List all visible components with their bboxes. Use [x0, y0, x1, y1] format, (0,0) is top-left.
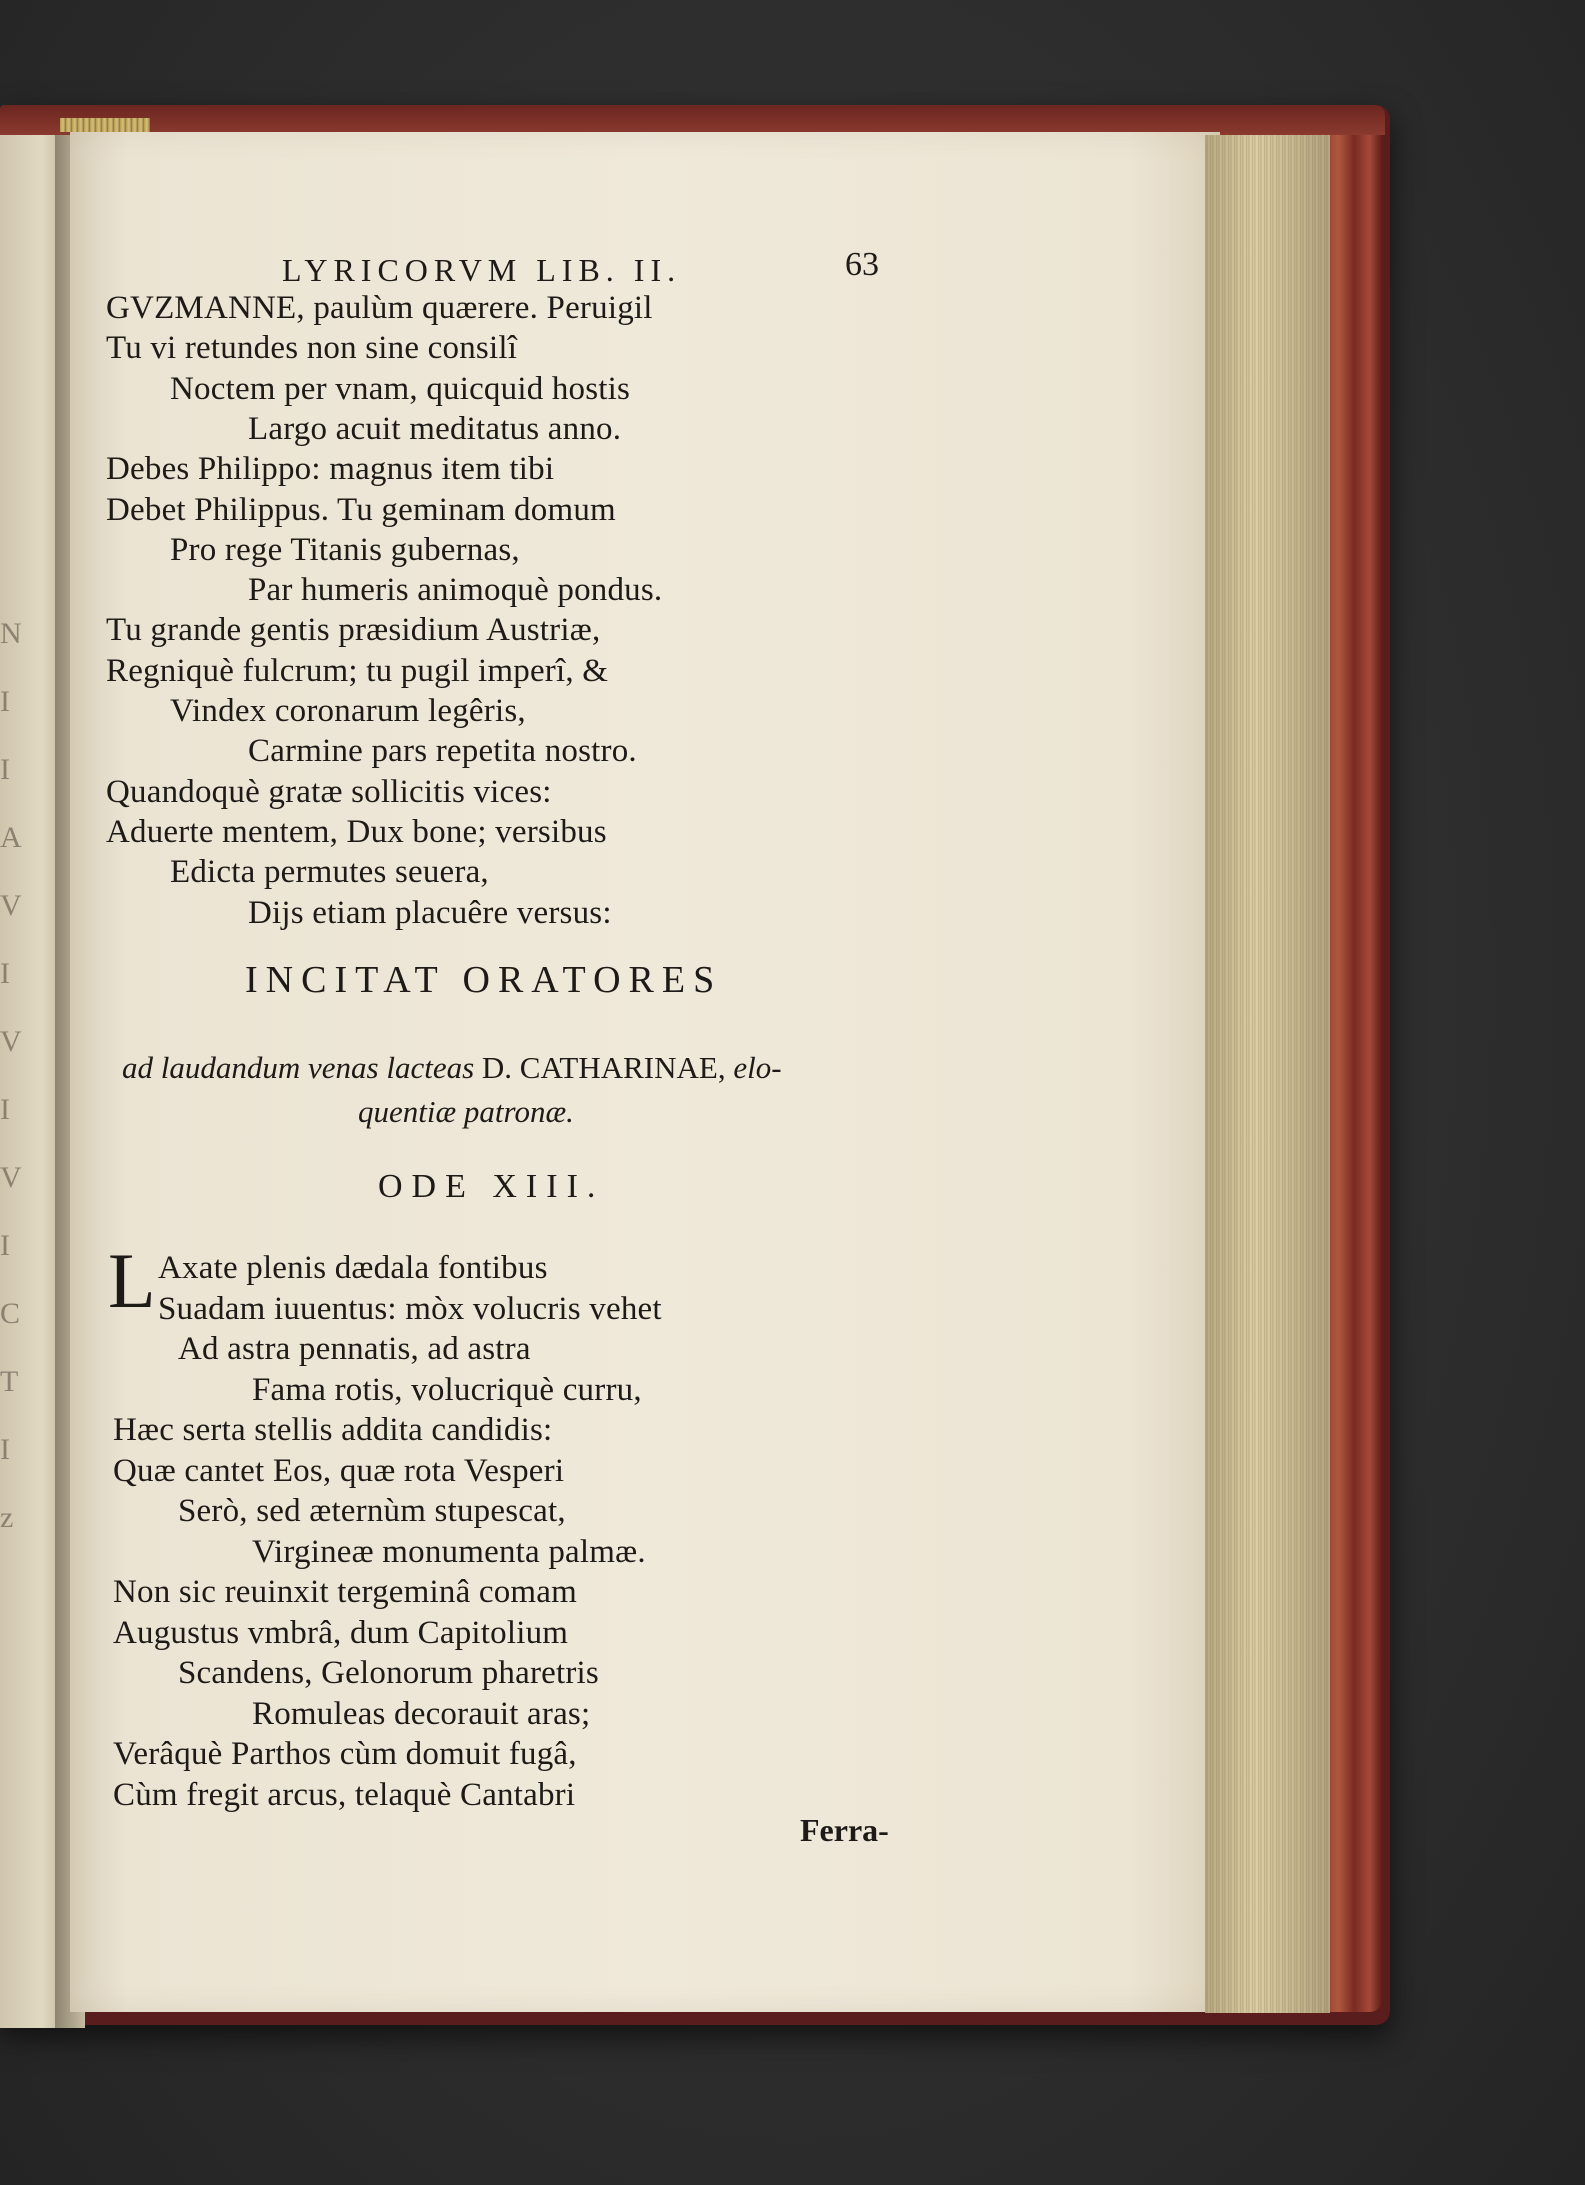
- drop-cap: L: [108, 1237, 156, 1324]
- poem-line: Debet Philippus. Tu geminam domum: [106, 491, 616, 528]
- running-title: LYRICORVM LIB. II.: [282, 252, 682, 288]
- poem-line: Hæc serta stellis addita candidis:: [113, 1412, 553, 1448]
- catchword: Ferra-: [800, 1812, 889, 1848]
- poem-line: Noctem per vnam, quicquid hostis: [170, 370, 631, 407]
- poem-line: Carmine pars repetita nostro.: [248, 733, 637, 770]
- poem-line: Verâquè Parthos cùm domuit fugâ,: [113, 1736, 577, 1772]
- poem-line: Quæ cantet Eos, quæ rota Vesperi: [113, 1452, 565, 1489]
- top-binding: [0, 105, 1385, 135]
- poem-line: Suadam iuuentus: mòx volucris vehet: [158, 1290, 662, 1327]
- page-number: 63: [845, 246, 879, 283]
- poem-line: Vindex coronarum legêris,: [170, 693, 526, 729]
- poem-subtitle: [122, 1050, 782, 1086]
- ode-heading: ODE XIII.: [378, 1168, 605, 1205]
- subtitle-part-a: ad laudandum venas lacteas: [122, 1050, 475, 1085]
- poem-line: Serò, sed æternùm stupescat,: [178, 1493, 566, 1529]
- poem-line: Scandens, Gelonorum pharetris: [178, 1655, 599, 1691]
- poem-line: Cùm fregit arcus, telaquè Cantabri: [113, 1776, 576, 1813]
- page-block-shadow: [1205, 135, 1330, 2013]
- poem-line: Par humeris animoquè pondus.: [248, 572, 663, 609]
- poem-line: Augustus vmbrâ, dum Capitolium: [113, 1614, 569, 1651]
- poem-line: Tu vi retundes non sine consilî: [106, 330, 518, 367]
- poem-line: Regniquè fulcrum; tu pugil imperî, &: [106, 652, 609, 689]
- poem-line: Ad astra pennatis, ad astra: [178, 1331, 531, 1367]
- poem-title: INCITAT ORATORES: [245, 959, 723, 1001]
- headband: [60, 118, 150, 132]
- poem-line: Tu grande gentis præsidium Austriæ,: [106, 612, 601, 649]
- poem-line: Fama rotis, volucriquè curru,: [252, 1371, 642, 1408]
- poem-line: Romuleas decorauit aras;: [252, 1695, 591, 1732]
- poem-subtitle-line-two: quentiæ patronæ.: [358, 1094, 574, 1129]
- subtitle-part-c: elo-: [733, 1050, 782, 1085]
- poem-line: Virgineæ monumenta palmæ.: [252, 1533, 646, 1570]
- poem-line: Dijs etiam placuêre versus:: [248, 894, 612, 931]
- poem-line: Aduerte mentem, Dux bone; versibus: [106, 813, 607, 850]
- poem-line: Non sic reuinxit tergeminâ comam: [113, 1574, 578, 1610]
- poem-line: GVZMANNE, paulùm quærere. Peruigil: [106, 290, 653, 326]
- poem-line: Edicta permutes seuera,: [170, 854, 489, 891]
- subtitle-part-b: D. CATHARINAE,: [481, 1050, 726, 1085]
- poem-line: Pro rege Titanis gubernas,: [170, 531, 520, 568]
- poem-line: Largo acuit meditatus anno.: [248, 410, 622, 447]
- poem-line: Quandoquè gratæ sollicitis vices:: [106, 773, 552, 810]
- poem-line: Debes Philippo: magnus item tibi: [106, 451, 555, 488]
- poem-line: Axate plenis dædala fontibus: [158, 1250, 548, 1286]
- facing-page-fragment: N I I A V I V I V I C T I z: [0, 617, 22, 1534]
